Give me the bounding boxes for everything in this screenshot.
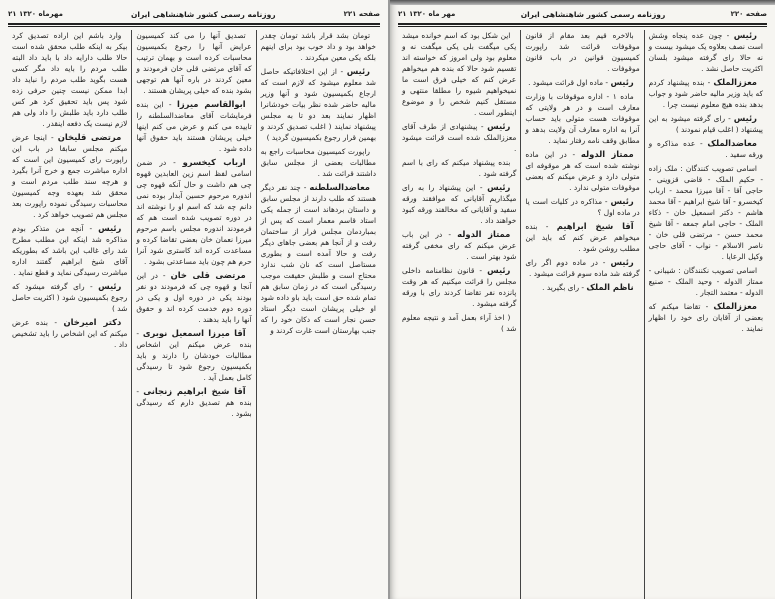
paragraph	[261, 146, 376, 179]
paragraph-text: - اینجا عرض میکنم مجلس سابقا در باب این راپورت رای کمیسیون این است که اداره مباشرت جمع و خرج آنرا بگیرد و هرچه سند طلب مردم است و محقق شد بعهده وجه کمیسیون محاسبات رسیدگی نموده راپورت بعد مجلس هم تصویب خواهد کرد .	[12, 133, 128, 219]
paragraph-text: - در این آنجا و قهوه چی که فرمودند دو نفر بودند یکی در دوره اول و یکی در دوره دوم خدمت کرده اند و حقوق آنها را باید بدهند .	[136, 271, 252, 324]
speaker-name: معززالملک	[713, 301, 757, 311]
speaker-name: آقا شیخ ابراهیم	[556, 221, 634, 231]
speaker-name: ممتاز الدوله	[580, 149, 634, 159]
paragraph	[402, 157, 516, 179]
paragraph-text: تصدیق آنها را می کند کمیسیون عرایض آنها را رجوع بکمیسیون محاسبات کرده است و بهمان ترتیب که آقای مرتضی قلی خان فرمودند و معین کردند در باره آنها هم توجهی بشود بنده که خیلی پریشان هستند .	[136, 31, 252, 95]
paragraph	[525, 257, 639, 279]
paragraph	[649, 113, 763, 135]
text-column	[398, 30, 521, 599]
paragraph	[12, 30, 127, 129]
paragraph-text: راپورت کمیسیون محاسبات راجع به مطالبات بعضی از مجلس سابق داشتند قرائت شد .	[260, 147, 376, 178]
speaker-name: ابوالقاسم میرزا	[176, 99, 246, 109]
paragraph	[525, 221, 639, 254]
paragraph-text: - بنده عرض میکنم که این اشخاص را باید تشخیص داد .	[12, 318, 128, 349]
paragraph-text: - رای گرفته میشود به این پیشنهاد ( اغلب قیام نمودند )	[648, 114, 763, 134]
paragraph	[525, 77, 639, 88]
speaker-name: رئیس	[487, 265, 511, 275]
speaker-name: رئیس	[487, 182, 511, 192]
text-column	[8, 30, 132, 599]
paragraph	[402, 121, 516, 154]
speaker-name: مرتضی قلیخان	[57, 132, 122, 142]
header-rule	[398, 23, 767, 27]
paragraph	[136, 157, 251, 267]
paragraph	[12, 317, 127, 350]
speaker-name: رئیس	[733, 30, 757, 40]
speaker-name: رئیس	[98, 281, 122, 291]
page-header	[8, 6, 380, 22]
speaker-name: رئیس	[610, 196, 634, 206]
paragraph-text: - مذاکره در کلیات است یا در ماده اول ؟	[525, 197, 640, 217]
paragraph	[402, 30, 516, 118]
paragraph	[402, 229, 516, 262]
paragraph-text: - چند نفر دیگر هستند که طلب دارند از مجلس سابق و داستان بردهاند است از جمله یکی استاد قاسم معمار است که پس از بمباردمان مجلس فرار از ساختمان رفت و از آنجا هم بعضی جاهای دیگر رفت و حالا آمده است و بطوری مستاصل است که نان شب ندارد محتاج است و طلبش حقیقت موجب رسیدگی است که در زمان سابق هم تمام شده حق است باید باو داده شود او خیلی پریشان است دیگر استاد حسن نجار است که دکان خود را که جنب بهارستان است غارت کردند و	[260, 183, 376, 335]
paragraph-text: - آنچه من متذکر بودم مذاکره شد اینکه این مطلب مطرح شد رای غالب این باشد که بطوریکه آقای شیخ ابراهیم گفتند اداره مباشرت رسیدگی نماید و قطع نماید .	[12, 224, 128, 277]
paragraph	[261, 182, 376, 336]
paragraph	[402, 182, 516, 226]
paragraph-text: - ماده اول قرائت میشود .	[528, 78, 611, 87]
paragraph-text: - قانون نظامنامه داخلی مجلس را قرائت میکنیم که هر وقت پانزده نفر تقاضا کردند رای با ورقه گرفته میشود .	[402, 266, 517, 308]
paragraph	[525, 30, 639, 74]
paragraph	[136, 270, 251, 325]
paragraph	[402, 265, 516, 309]
speaker-name: رئیس	[733, 113, 757, 123]
paragraph-text: - پیشنهادی از طرف آقای معززالملک شده است قرائت میشود .	[402, 122, 517, 153]
paragraph-text: - این بنده فرمایشات آقای معاضدالسلطنه را تاییده می کنم و عرض می کنم اینها خیلی پریشان هستند باید حقوق آنها داده شود .	[136, 100, 252, 153]
paragraph-text: - در این ماده نوشته شده است که هر موقوفه ای متولی دارد و عرض میکنم که بعضی موقوفات متولی ندارد .	[525, 150, 640, 192]
paragraph-text: - از این اختلافاتیکه حاصل شد معلوم میشود که لازم است که ارجاع بکمیسیون شود و آنها وزیر مالیه حاضر شده نظر بیات خودشانرا اظهار نمایند بعد دو تا به مجلس پیشنهاد نمایند ( اغلب تصدیق کردند و بهمین قرار رجوع بکمیسیون گردید )	[260, 67, 376, 142]
paragraph-text: - تقاضا میکنم که بعضی از آقایان رای خود را اظهار نمایند .	[648, 302, 763, 333]
paragraph	[525, 282, 639, 293]
text-column	[132, 30, 256, 599]
speaker-name: مرتضی قلی خان	[170, 270, 246, 280]
page-header	[398, 6, 767, 22]
paragraph-text: - بنده میخواهم عرض کنم که باید این مطلب روشن شود .	[525, 222, 640, 253]
paragraph	[649, 265, 763, 298]
speaker-name: رئیس	[487, 121, 511, 131]
text-columns	[398, 30, 767, 599]
paragraph-text: - در ماده دوم اگر رای گرفته شد ماده سوم قرائت میشود .	[525, 258, 640, 278]
speaker-name: معززالملک	[713, 77, 757, 87]
paragraph-text: - عده مذاکره و ورقه سفید .	[648, 139, 763, 159]
paragraph-text: - رای گرفته میشود که رجوع بکمیسیون شود ( اکثریت حاصل شد )	[12, 282, 128, 313]
paragraph	[12, 223, 127, 278]
paragraph	[12, 132, 127, 220]
paragraph	[525, 149, 639, 193]
text-column	[521, 30, 644, 599]
paragraph	[136, 30, 251, 96]
page-number: صفحه ۲۲۱	[343, 10, 380, 18]
paragraph-text: اسامی تصویب کنندگان : ملک زاده - حکیم الملک - قاضی قزوینی - حاجی آقا - آقا میرزا محمد - ارباب کیخسرو - آقا شیخ ابراهیم - آقا محمد هاشم - دکتر اسمعیل خان - ذکاء الملک - حاجی امام جمعه - آقا شیخ محمد حسن - مرتضی قلی خان - ناصر الاسلام - نواب - آقای حاجی وکیل الرعایا .	[648, 164, 763, 261]
paragraph-text: - رای بگیرید .	[542, 283, 587, 292]
paragraph-text: بالاخره قیم بعد مقام از قانون موقوفات قرائت شد راپورت کمیسیون قوانین در باب قانون موقوفات .	[525, 31, 640, 73]
issue-date: ۲۱ مهرماه ۱۳۲۰	[8, 10, 63, 18]
newspaper-title: روزنامه رسمی کشور شاهنشاهی ایران	[520, 9, 666, 19]
issue-date: ۲۱ مهر ماه ۱۳۲۰	[398, 10, 456, 18]
speaker-name: رئیس	[610, 257, 634, 267]
paragraph-text: ماده ۱ - اداره موقوفات با وزارت معارف است و در هر ولایتی که موقوفات هست متولی باید حساب آنرا به اداره معارف آن ولایت بدهد و مطابق وقف نامه رفتار نماید .	[525, 92, 640, 145]
paragraph	[649, 138, 763, 160]
speaker-name: معاضدالملک	[707, 138, 757, 148]
paragraph	[649, 77, 763, 110]
paragraph	[12, 281, 127, 314]
paragraph-text: - بنده هم تصدیق دارم که رسیدگی بشود .	[136, 387, 252, 418]
paragraph-text: - این پیشنهاد را به رای میگذاریم آقایانی که موافقند ورقه سفید و آقایانی که مخالفند ورقه کبود خواهند داد .	[402, 183, 517, 225]
speaker-name: ناظم الملک	[586, 282, 634, 292]
paragraph	[649, 301, 763, 334]
speaker-name: معاضدالسلطنه	[309, 182, 370, 192]
text-column	[645, 30, 767, 599]
paragraph-text: ( اخذ آراء بعمل آمد و نتیجه معلوم شد )	[402, 313, 517, 333]
paragraph-text: این شکل بود که اسم خوانده میشد یکی میگفت بلی یکی میگفت نه و معلوم بود ولی امروز که خواسته اند تقسیم شود حالا که بنده هم میخواهم عرض کنم که خیلی فرق است ما نمیخواهیم شیوه را مطلقا منتهی و مستقل کنیم شخص را و موضوع اینطور است .	[402, 31, 517, 117]
newspaper-title: روزنامه رسمی کشور شاهنشاهی ایران	[130, 9, 276, 19]
paragraph-text: - بنده پیشنهاد کردم که باید وزیر مالیه حاضر شود و جواب بدهد بنده هیچ معلوم نیست چرا .	[648, 78, 763, 109]
text-columns	[8, 30, 380, 599]
speaker-name: ارباب کیخسرو	[182, 157, 246, 167]
paragraph-text: اسامی تصویب نکنندگان : شیبانی - ممتاز الدوله - وحید الملک - صنیع الدوله - معتمد التجار .	[648, 266, 763, 297]
speaker-name: ممتاز الدوله	[457, 229, 511, 239]
header-rule	[8, 23, 380, 27]
speaker-name: دکتر امیرخان	[63, 317, 122, 327]
paragraph-text: تومان بشد قرار باشد تومان چقدر خواهد بود و داد خوب بود برای اینهم بلکه یکی معین میکردند .	[260, 31, 376, 62]
paragraph	[136, 99, 251, 154]
paragraph-text: وارد باشم این اراده تصدیق کرد بیکر به اینکه طلب محقق شده است حالا طلب دارایه داد با باید داد البته طلب مردم را بایه داد مگر کسی هست بگوید طلب مردم را نباید داد ابدا ممکن نیست چنین حرفی زده شود پس باید تحقیق کرد هر کس طلب دارد باید طلبش را داد ولی هم لازم نیست یک دفعه اینقدر .	[12, 31, 128, 128]
page-number: صفحه ۲۲۰	[730, 10, 767, 18]
speaker-name: رئیس	[610, 77, 634, 87]
paragraph	[261, 30, 376, 63]
text-column	[257, 30, 380, 599]
paragraph	[649, 30, 763, 74]
paragraph	[402, 312, 516, 334]
paragraph	[525, 91, 639, 146]
speaker-name: رئیس	[98, 223, 122, 233]
speaker-name: آقا میرزا اسمعیل نوبری	[142, 328, 246, 338]
page-220	[388, 0, 775, 599]
paragraph-text: - بنده عرض میکنم این اشخاص مطالبات خودشان را دارند و باید بکمیسیون رجوع شود تا رسیدگی کامل بعمل آید .	[136, 329, 252, 382]
paragraph-text: - چون عده پنجاه وشش است نصف بعلاوه یک میشود بیست و نه حالا رای گرفته میشود بلسان اکثریت حاصل نشد .	[648, 31, 763, 73]
paragraph-text: - در ضمن اسامی لفظ اسم زین العابدین قهوه چی هم داشت و حال آنکه قهوه چی اندوره مرحوم حسین آبدار بوده نمی دانم چه شد که اسم او را نوشته اند در دوره تصویب شده است هم که فرمودند اندوره مجلس باسم مرحوم میرزا نعمان خان بعضی تقاضا کرده و مساعدت کرده اند کاستری شود آنرا حرم هم چون باید مساعدتی بشود .	[136, 158, 252, 266]
paragraph	[136, 328, 251, 383]
paragraph	[525, 196, 639, 218]
paragraph	[649, 163, 763, 262]
paragraph-text: بنده پیشنهاد میکنم که رای با اسم گرفته شود .	[402, 158, 517, 178]
paragraph-text: - در این باب عرض میکنم که رای مخفی گرفته شود بهتر است .	[402, 230, 517, 261]
speaker-name: آقا شیخ ابراهیم زنجانی	[143, 386, 246, 396]
paragraph	[261, 66, 376, 143]
paragraph	[136, 386, 251, 419]
speaker-name: رئیس	[346, 66, 370, 76]
